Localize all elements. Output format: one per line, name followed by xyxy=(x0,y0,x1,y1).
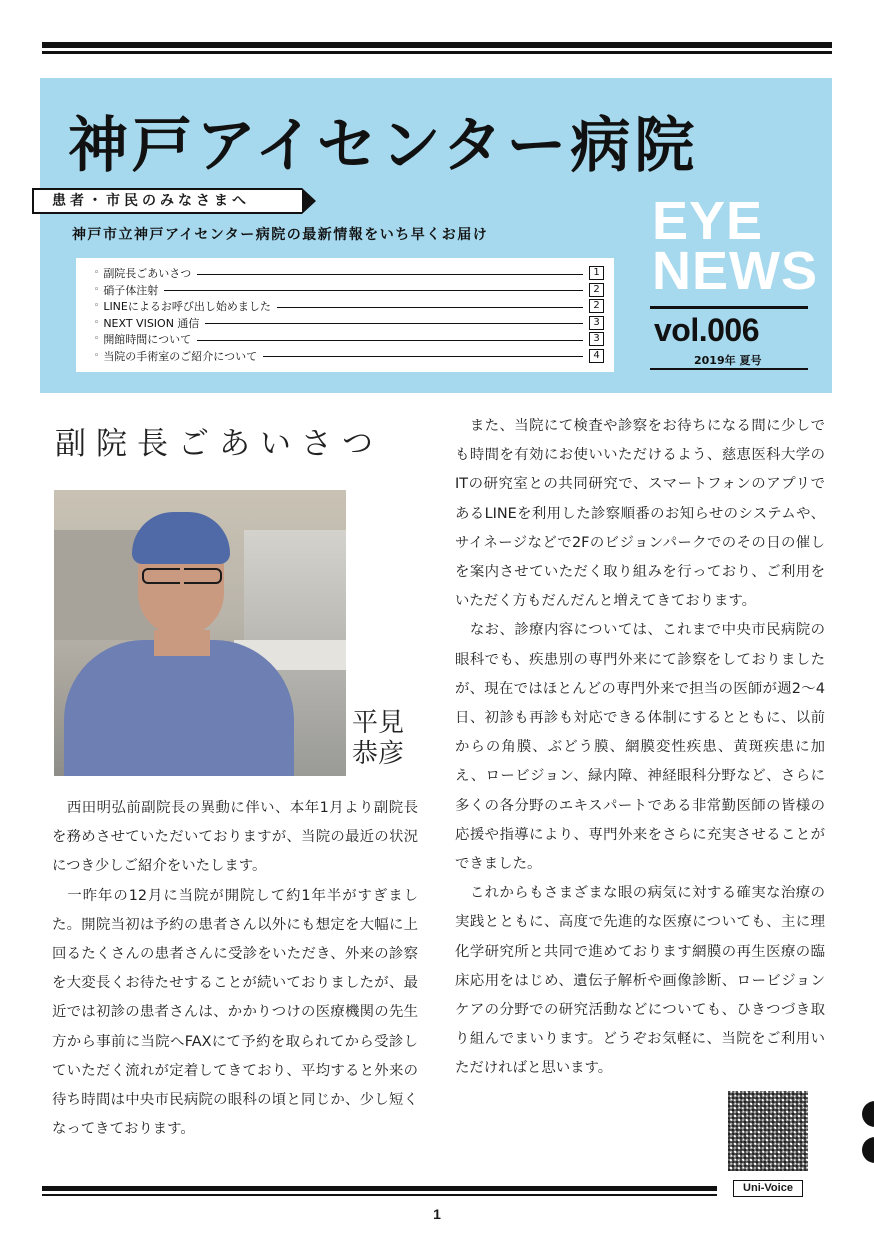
banner-subtitle: 神戸市立神戸アイセンター病院の最新情報をいち早くお届け xyxy=(72,227,489,243)
toc-item[interactable] xyxy=(94,282,604,299)
issue-date: 2019年 夏号 xyxy=(694,354,762,367)
toc-item[interactable] xyxy=(94,315,604,332)
bullet-icon: ◦ xyxy=(94,301,100,312)
toc-item-page: 2 xyxy=(589,299,604,313)
uni-voice-label: Uni-Voice xyxy=(733,1180,803,1197)
toc-item-label: 硝子体注射 xyxy=(103,283,159,297)
toc-item[interactable] xyxy=(94,331,604,348)
newsletter-name-line1: EYE xyxy=(652,191,764,251)
article-column-left xyxy=(52,794,418,1144)
article-paragraph: 一昨年の12月に当院が開院して約1年半がすぎました。開院当初は予約の患者さん以外にも想定を大幅に上回るたくさんの患者さんに受診をいただき、外来の診察を大変長くお待たせすることが続いておりましたが、最近では初診の患者さんは、かかりつけの医療機関の先生方から事前に当院へFAXにて予約を取られてから受診していただく流れが定着してきており、平均すると外来の待ち時間は中央市民病院の眼科の頃と同じか、少し短くなってきております。 xyxy=(52,887,418,1138)
page-number: 1 xyxy=(433,1206,441,1222)
volume-number: vol.006 xyxy=(654,312,760,348)
audience-tag: 患者・市民のみなさまへ xyxy=(32,188,302,214)
newsletter-name-line2: NEWS xyxy=(652,241,818,301)
author-given-name: 恭彦 xyxy=(352,739,405,769)
volume-rule-bottom xyxy=(650,368,808,370)
toc-leader-line xyxy=(197,274,583,275)
bullet-icon: ◦ xyxy=(94,268,100,279)
toc-item[interactable] xyxy=(94,348,604,365)
volume-rule-top xyxy=(650,306,808,309)
toc-item-page: 2 xyxy=(589,283,604,297)
toc-leader-line xyxy=(205,323,583,324)
toc-item-label: 当院の手術室のご紹介について xyxy=(103,349,258,363)
bullet-icon: ◦ xyxy=(94,334,100,345)
newsletter-name xyxy=(652,191,818,301)
author-photo xyxy=(54,490,346,776)
toc-item-page: 4 xyxy=(589,349,604,363)
bullet-icon: ◦ xyxy=(94,317,100,328)
bullet-icon: ◦ xyxy=(94,284,100,295)
toc-item[interactable] xyxy=(94,265,604,282)
side-page-marker xyxy=(862,1101,874,1127)
top-double-rule xyxy=(42,42,832,56)
toc-leader-line xyxy=(263,356,583,357)
article-paragraph: なお、診療内容については、これまで中央市民病院の眼科でも、疾患別の専門外来にて診察をしておりましたが、現在ではほとんどの専門外来で担当の医師が週2〜4日、初診も再診も対応できる体制にするとともに、以前からの角膜、ぶどう膜、網膜変性疾患、黄斑疾患に加え、ロービジョン、緑内障、神経眼科分野など、さらに多くの各分野のエキスパートである非常勤医師の皆様の応援や指導により、専門外来をさらに充実させることができました。 xyxy=(455,622,825,873)
toc-item[interactable] xyxy=(94,298,604,315)
toc-leader-line xyxy=(197,340,583,341)
toc-item-label: NEXT VISION 通信 xyxy=(103,316,200,330)
article-paragraph: また、当院にて検査や診察をお待ちになる間に少しでも時間を有効にお使いいただけるよう、慈恵医科大学のITの研究室との共同研究で、スマートフォンのアプリであるLINEを利用した診察順番のお知らせのシステムや、サイネージなどで2Fのビジョンパークでのその日の催しを案内させていただく取り組みを行っており、ご利用をいただく方もだんだんと増えてきております。 xyxy=(455,418,825,610)
toc-item-label: 副院長ごあいさつ xyxy=(103,267,192,281)
bullet-icon: ◦ xyxy=(94,350,100,361)
author-name xyxy=(352,708,404,770)
table-of-contents xyxy=(76,258,614,372)
toc-item-page: 3 xyxy=(589,332,604,346)
toc-item-label: LINEによるお呼び出し始めました xyxy=(103,300,271,314)
header-banner xyxy=(40,78,832,393)
author-surname: 平見 xyxy=(352,708,405,738)
hospital-name: 神戸アイセンター病院 xyxy=(68,111,699,181)
side-page-marker xyxy=(862,1137,874,1163)
bottom-double-rule xyxy=(42,1186,717,1198)
toc-item-page: 1 xyxy=(589,266,604,280)
article-title: 副院長ごあいさつ xyxy=(55,426,383,462)
toc-leader-line xyxy=(277,307,583,308)
toc-item-label: 開館時間について xyxy=(103,333,192,347)
article-paragraph: 西田明弘前副院長の異動に伴い、本年1月より副院長を務めさせていただいておりますが、当院の最近の状況につき少しご紹介をいたします。 xyxy=(52,800,418,875)
article-column-right xyxy=(455,412,825,1084)
toc-item-page: 3 xyxy=(589,316,604,330)
uni-voice-code[interactable] xyxy=(728,1091,808,1171)
toc-leader-line xyxy=(164,290,583,291)
article-paragraph: これからもさまざまな眼の病気に対する確実な治療の実践とともに、高度で先進的な医療についても、主に理化学研究所と共同で進めております網膜の再生医療の臨床応用をはじめ、遺伝子解析や画像診断、ロービジョンケアの分野での研究活動などについても、ひきつづき取り組んでまいります。どうぞお気軽に、当院をご利用いただければと思います。 xyxy=(455,885,825,1077)
